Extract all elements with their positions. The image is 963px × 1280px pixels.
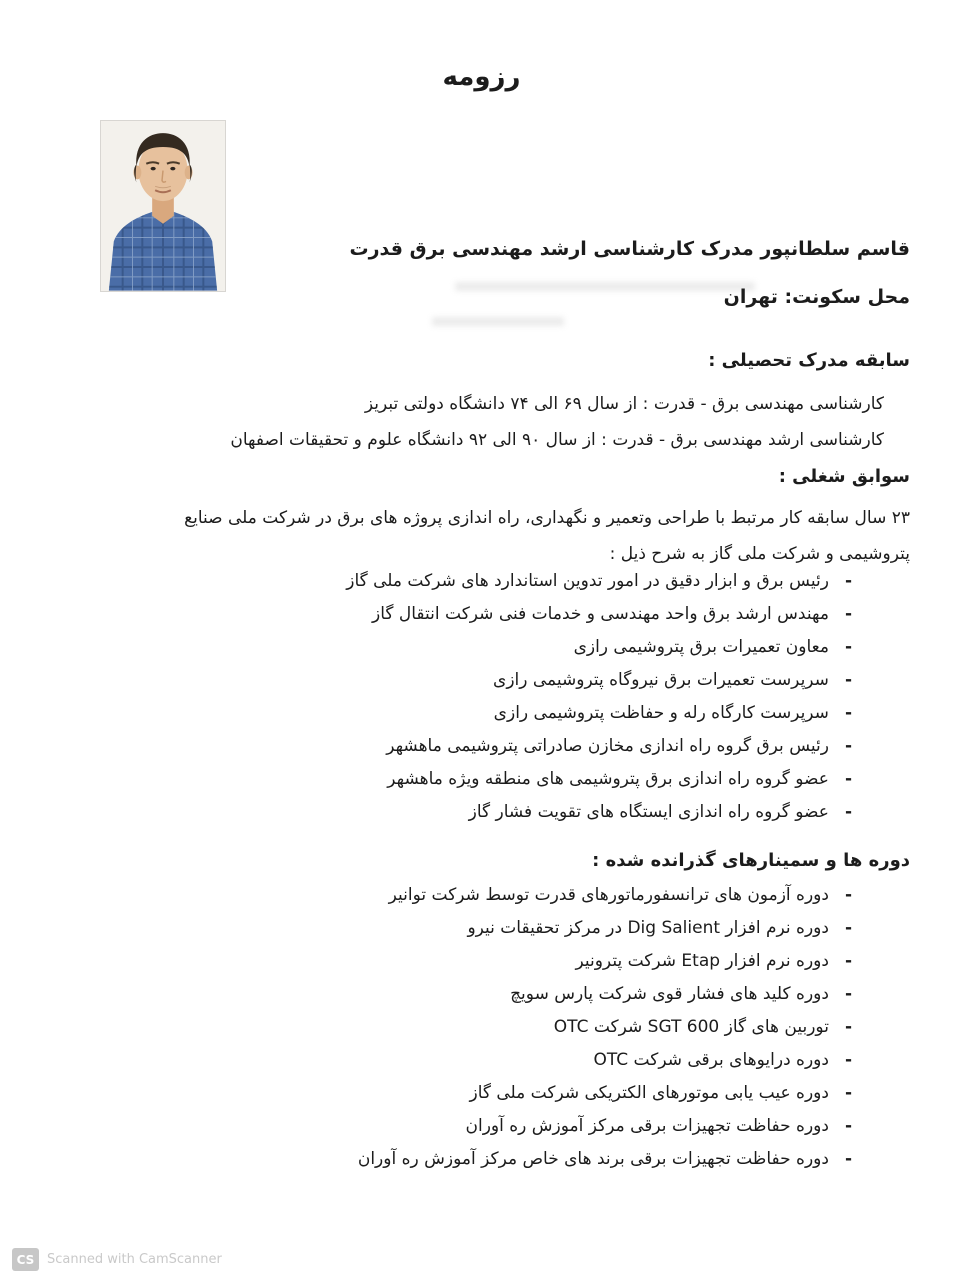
redacted-text-smudge <box>432 317 564 326</box>
list-item-text: سرپرست کارگاه رله و حفاظت پتروشیمی رازی <box>493 703 829 723</box>
experience-list <box>60 570 910 834</box>
applicant-photo <box>100 120 226 292</box>
list-item-text: دوره درایوهای برقی شرکت OTC <box>593 1050 829 1070</box>
applicant-name-line: قاسم سلطانپور مدرک کارشناسی ارشد مهندسی برق قدرت <box>349 238 910 260</box>
education-lines <box>60 386 910 458</box>
bullet-dash: - <box>844 984 852 1004</box>
experience-intro: ۲۳ سال سابقه کار مرتبط با طراحی وتعمیر و نگهداری، راه اندازی پروژه های برق در شرکت ملی صنایع پتروشیمی و شرکت ملی گاز به شرح ذیل : <box>184 508 910 564</box>
list-item-text: دوره حفاظت تجهیزات برقی برند های خاص مرکز آموزش ره آوران <box>357 1149 829 1169</box>
bullet-dash: - <box>844 951 852 971</box>
education-item: کارشناسی ارشد مهندسی برق - قدرت : از سال ۹۰ الی ۹۲ دانشگاه علوم و تحقیقات اصفهان <box>230 430 884 450</box>
education-item: کارشناسی مهندسی برق - قدرت : از سال ۶۹ الی ۷۴ دانشگاه دولتی تبریز <box>364 394 884 414</box>
bullet-dash: - <box>844 1050 852 1070</box>
list-item <box>60 950 852 983</box>
bullet-dash: - <box>844 703 852 723</box>
bullet-dash: - <box>844 769 852 789</box>
bullet-dash: - <box>844 1017 852 1037</box>
list-item-text: دوره آزمون های ترانسفورماتورهای قدرت توسط شرکت توانیر <box>388 885 829 905</box>
document-title: رزومه <box>442 62 521 92</box>
list-item <box>60 768 852 801</box>
portrait-illustration <box>101 121 225 291</box>
list-item <box>60 570 852 603</box>
bullet-dash: - <box>844 637 852 657</box>
list-item-text: سرپرست تعمیرات برق نیروگاه پتروشیمی رازی <box>493 670 829 690</box>
bullet-dash: - <box>844 1149 852 1169</box>
bullet-dash: - <box>844 802 852 822</box>
list-item-text: عضو گروه راه اندازی برق پتروشیمی های منطقه ویژه ماهشهر <box>387 769 829 789</box>
residence-line: محل سکونت: تهران <box>723 286 910 308</box>
list-item <box>60 702 852 735</box>
list-item <box>60 801 852 834</box>
list-item <box>60 636 852 669</box>
list-item-text: دوره کلید های فشار قوی شرکت پارس سویچ <box>510 984 829 1004</box>
bullet-dash: - <box>844 736 852 756</box>
seminars-list <box>60 884 910 1181</box>
list-item <box>60 884 852 917</box>
camscanner-watermark <box>12 1248 222 1271</box>
list-item-text: توربین های گاز SGT 600 شرکت OTC <box>553 1017 829 1037</box>
bullet-dash: - <box>844 571 852 591</box>
bullet-dash: - <box>844 1116 852 1136</box>
list-item <box>60 1148 852 1181</box>
list-item-text: رئیس برق گروه راه اندازی مخازن صادراتی پتروشیمی ماهشهر <box>386 736 829 756</box>
list-item <box>60 1049 852 1082</box>
bullet-dash: - <box>844 918 852 938</box>
bullet-dash: - <box>844 1083 852 1103</box>
bullet-dash: - <box>844 885 852 905</box>
education-section-heading: سابقه مدرک تحصیلی : <box>708 350 910 371</box>
list-item-text: دوره نرم افزار Dig Salient در مرکز تحقیقات نیرو <box>467 918 829 938</box>
list-item-text: معاون تعمیرات برق پتروشیمی رازی <box>573 637 829 657</box>
camscanner-logo-icon: CS <box>12 1248 39 1271</box>
list-item <box>60 669 852 702</box>
list-item <box>60 917 852 950</box>
list-item <box>60 1082 852 1115</box>
list-item <box>60 735 852 768</box>
list-item <box>60 1115 852 1148</box>
bullet-dash: - <box>844 604 852 624</box>
list-item <box>60 983 852 1016</box>
list-item-text: دوره عیب یابی موتورهای الکتریکی شرکت ملی گاز <box>469 1083 829 1103</box>
camscanner-watermark-text: Scanned with CamScanner <box>47 1252 222 1267</box>
list-item-text: مهندس ارشد برق واحد مهندسی و خدمات فنی شرکت انتقال گاز <box>372 604 829 624</box>
experience-section-heading: سوابق شغلی : <box>778 466 910 487</box>
list-item-text: دوره نرم افزار Etap شرکت پترونیر <box>575 951 829 971</box>
list-item-text: رئیس برق و ابزار دقیق در امور تدوین استاندارد های شرکت ملی گاز <box>346 571 829 591</box>
list-item <box>60 1016 852 1049</box>
seminars-section-heading: دوره ها و سمینارهای گذرانده شده : <box>592 850 910 871</box>
list-item-text: دوره حفاظت تجهیزات برقی مرکز آموزش ره آوران <box>465 1116 829 1136</box>
bullet-dash: - <box>844 670 852 690</box>
list-item-text: عضو گروه راه اندازی ایستگاه های تقویت فشار گاز <box>468 802 829 822</box>
list-item <box>60 603 852 636</box>
